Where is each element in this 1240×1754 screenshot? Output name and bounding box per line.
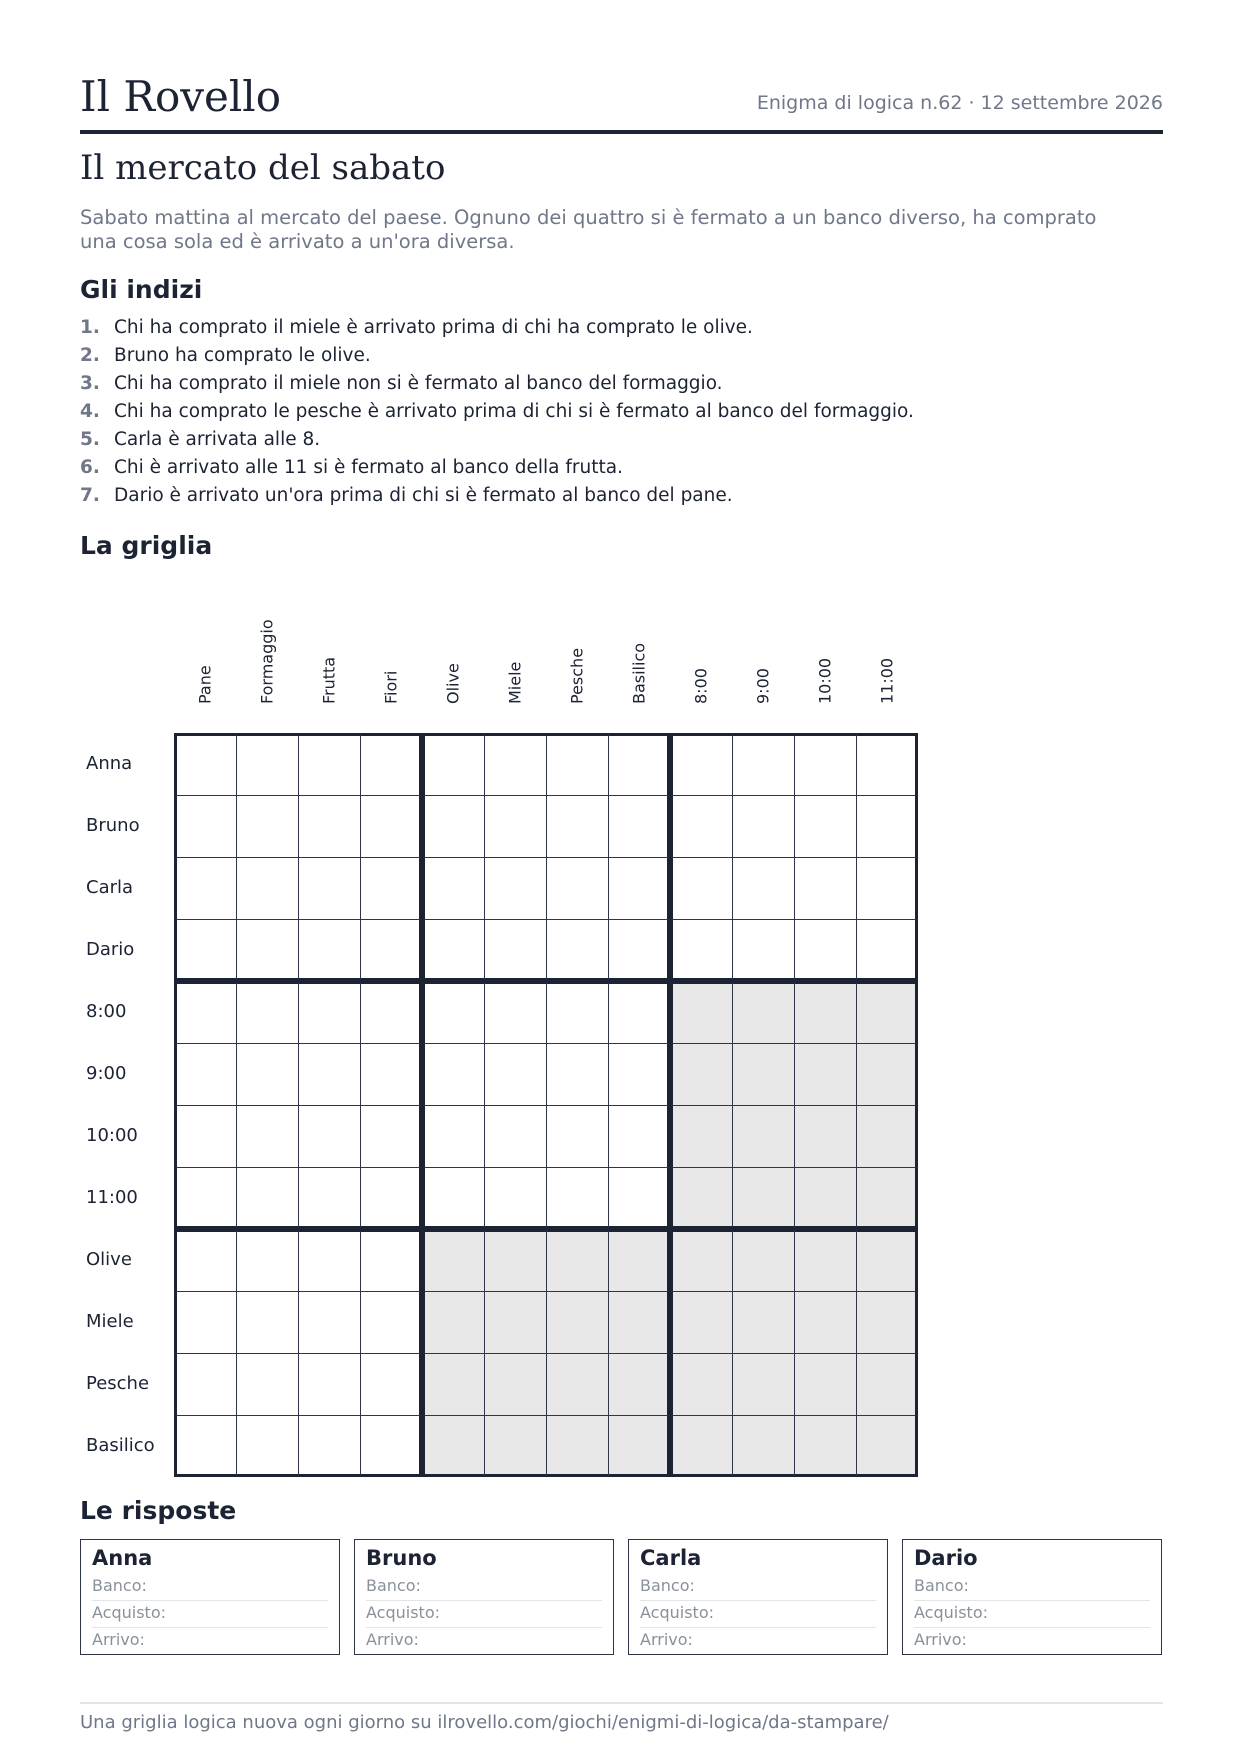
grid-cell	[670, 1229, 732, 1291]
grid-cell[interactable]	[360, 795, 422, 857]
grid-cell	[422, 1353, 484, 1415]
clue-item	[80, 370, 914, 398]
clue-item	[80, 426, 914, 454]
grid-cell	[732, 1105, 794, 1167]
grid-cell[interactable]	[856, 795, 918, 857]
clue-text: Carla è arrivata alle 8.	[114, 429, 321, 450]
clue-number: 2.	[80, 345, 100, 366]
grid-cell[interactable]	[174, 1167, 236, 1229]
grid-cell[interactable]	[608, 981, 670, 1043]
grid-cell[interactable]	[422, 919, 484, 981]
row-label: 10:00	[86, 1125, 138, 1146]
answer-card-name: Carla	[640, 1546, 702, 1570]
grid-cell	[608, 1353, 670, 1415]
grid-cell	[608, 1415, 670, 1477]
clue-number: 3.	[80, 373, 100, 394]
grid-cell	[484, 1415, 546, 1477]
grid-cell	[546, 1415, 608, 1477]
grid-cell[interactable]	[360, 919, 422, 981]
grid-cell[interactable]	[298, 981, 360, 1043]
grid-cell	[546, 1229, 608, 1291]
grid-cell	[484, 1291, 546, 1353]
grid-cell[interactable]	[236, 1229, 298, 1291]
grid-cell	[794, 1229, 856, 1291]
grid-cell[interactable]	[174, 919, 236, 981]
grid-cell	[732, 1415, 794, 1477]
grid-cell[interactable]	[174, 1229, 236, 1291]
grid-cell	[608, 1291, 670, 1353]
row-label: Carla	[86, 877, 134, 898]
column-header	[422, 629, 484, 729]
answer-field[interactable]: Arrivo:	[914, 1630, 967, 1649]
answer-card	[902, 1539, 1162, 1655]
grid-cell[interactable]	[608, 733, 670, 795]
puzzle-title: Il mercato del sabato	[80, 148, 446, 188]
row-label: 11:00	[86, 1187, 138, 1208]
grid-cell	[732, 1043, 794, 1105]
grid-cell[interactable]	[298, 1105, 360, 1167]
grid-cell[interactable]	[422, 1167, 484, 1229]
answer-card	[80, 1539, 340, 1655]
grid-cell[interactable]	[360, 1167, 422, 1229]
grid-cell	[546, 1291, 608, 1353]
grid-cell	[670, 1291, 732, 1353]
column-header	[236, 619, 298, 729]
grid-cell[interactable]	[422, 1043, 484, 1105]
answer-cards	[80, 1539, 1163, 1655]
grid-cell	[856, 1415, 918, 1477]
grid-cell	[422, 1415, 484, 1477]
grid-cell[interactable]	[546, 857, 608, 919]
grid-cell[interactable]	[298, 919, 360, 981]
answer-field[interactable]: Acquisto:	[92, 1601, 328, 1628]
grid-cell	[794, 1415, 856, 1477]
grid-cell	[484, 1229, 546, 1291]
grid-cell[interactable]	[794, 857, 856, 919]
grid-cell[interactable]	[670, 857, 732, 919]
clue-text: Chi è arrivato alle 11 si è fermato al banco della frutta.	[114, 457, 623, 478]
grid-cell	[856, 1229, 918, 1291]
clue-text: Chi ha comprato il miele è arrivato prima di chi ha comprato le olive.	[114, 317, 753, 338]
row-label: Pesche	[86, 1373, 150, 1394]
grid-cell[interactable]	[422, 857, 484, 919]
grid-cell	[856, 1105, 918, 1167]
column-header	[608, 629, 670, 729]
column-header	[856, 629, 918, 729]
grid-cell[interactable]	[298, 1353, 360, 1415]
grid-cell[interactable]	[422, 795, 484, 857]
grid-cell	[856, 1353, 918, 1415]
grid-cell[interactable]	[608, 1105, 670, 1167]
grid-cell[interactable]	[174, 1105, 236, 1167]
grid-cell	[484, 1353, 546, 1415]
clue-number: 4.	[80, 401, 100, 422]
grid-cell[interactable]	[608, 857, 670, 919]
grid-cell[interactable]	[298, 795, 360, 857]
grid-cell[interactable]	[856, 919, 918, 981]
grid-cell[interactable]	[484, 981, 546, 1043]
column-header-label: Fiori	[381, 670, 401, 704]
grid-cell[interactable]	[484, 919, 546, 981]
grid-cell	[422, 1291, 484, 1353]
grid-cell[interactable]	[236, 919, 298, 981]
answer-field[interactable]: Arrivo:	[92, 1630, 145, 1649]
clue-text: Chi ha comprato le pesche è arrivato prima di chi si è fermato al banco del formaggio.	[114, 401, 914, 422]
clue-item	[80, 454, 914, 482]
answer-field[interactable]: Arrivo:	[366, 1630, 419, 1649]
grid-cell[interactable]	[236, 1291, 298, 1353]
grid-cell[interactable]	[484, 857, 546, 919]
clue-text: Dario è arrivato un'ora prima di chi si è fermato al banco del pane.	[114, 485, 733, 506]
clue-item	[80, 342, 914, 370]
grid-cell	[732, 1291, 794, 1353]
grid-cell[interactable]	[794, 733, 856, 795]
grid-cell[interactable]	[608, 919, 670, 981]
grid-cell[interactable]	[732, 795, 794, 857]
column-header	[670, 629, 732, 729]
clue-item	[80, 398, 914, 426]
column-header	[360, 629, 422, 729]
grid-cell[interactable]	[608, 1167, 670, 1229]
masthead	[80, 70, 1163, 134]
grid-cell	[856, 1167, 918, 1229]
grid-cell[interactable]	[484, 1105, 546, 1167]
grid-heading: La griglia	[80, 531, 213, 560]
answer-card-name: Anna	[92, 1546, 153, 1570]
grid-cell[interactable]	[174, 857, 236, 919]
answer-field[interactable]: Acquisto:	[366, 1601, 602, 1628]
grid-cell[interactable]	[856, 857, 918, 919]
column-header-label: 11:00	[877, 657, 897, 704]
column-header	[484, 629, 546, 729]
grid-cell[interactable]	[546, 1105, 608, 1167]
answer-field[interactable]: Banco:	[914, 1574, 1150, 1601]
grid-cell[interactable]	[856, 733, 918, 795]
grid-cell[interactable]	[360, 1291, 422, 1353]
grid-cell[interactable]	[174, 1415, 236, 1477]
answer-field[interactable]: Banco:	[366, 1574, 602, 1601]
clue-item	[80, 482, 914, 510]
grid-cell[interactable]	[236, 1105, 298, 1167]
grid-cell	[546, 1353, 608, 1415]
grid-cell	[670, 1105, 732, 1167]
grid-cell[interactable]	[360, 1415, 422, 1477]
clue-number: 7.	[80, 485, 100, 506]
column-header-label: Formaggio	[257, 619, 277, 704]
footer: Una griglia logica nuova ogni giorno su ilrovello.com/giochi/enigmi-di-logica/da-stampare/	[80, 1702, 1163, 1733]
column-header	[732, 629, 794, 729]
grid-cell[interactable]	[360, 733, 422, 795]
grid-cell[interactable]	[236, 1043, 298, 1105]
column-header-label: Olive	[443, 663, 463, 704]
grid-cell	[794, 1291, 856, 1353]
grid-cell	[794, 1043, 856, 1105]
grid-cell[interactable]	[794, 795, 856, 857]
grid-cell	[422, 1229, 484, 1291]
grid-cell	[794, 1167, 856, 1229]
grid-cell[interactable]	[360, 1043, 422, 1105]
row-label: Dario	[86, 939, 135, 960]
answer-field[interactable]: Banco:	[640, 1574, 876, 1601]
column-header-label: Basilico	[629, 642, 649, 704]
column-header	[174, 629, 236, 729]
grid-cell[interactable]	[546, 1043, 608, 1105]
grid-cell[interactable]	[360, 857, 422, 919]
grid-cell[interactable]	[236, 981, 298, 1043]
grid-cell	[856, 981, 918, 1043]
grid-cell[interactable]	[546, 981, 608, 1043]
grid-cell[interactable]	[608, 795, 670, 857]
grid-cell[interactable]	[360, 1229, 422, 1291]
row-label: Olive	[86, 1249, 132, 1270]
answer-card	[628, 1539, 888, 1655]
answer-card-name: Bruno	[366, 1546, 437, 1570]
grid-cell[interactable]	[546, 919, 608, 981]
grid-cell	[670, 1353, 732, 1415]
grid-cell[interactable]	[174, 733, 236, 795]
column-header	[546, 629, 608, 729]
clue-list	[80, 314, 914, 510]
grid-cell	[856, 1043, 918, 1105]
column-header-label: 8:00	[691, 668, 711, 704]
grid-cell	[732, 1353, 794, 1415]
clue-number: 1.	[80, 317, 100, 338]
grid-cell	[732, 981, 794, 1043]
grid-cell[interactable]	[546, 795, 608, 857]
column-header-label: Frutta	[319, 656, 339, 704]
grid-cell[interactable]	[484, 1043, 546, 1105]
grid-cell[interactable]	[422, 1105, 484, 1167]
grid-cell[interactable]	[732, 919, 794, 981]
answer-field[interactable]: Arrivo:	[640, 1630, 693, 1649]
grid-cell[interactable]	[236, 1167, 298, 1229]
grid-cell[interactable]	[174, 1353, 236, 1415]
answer-card	[354, 1539, 614, 1655]
grid-cell[interactable]	[422, 733, 484, 795]
grid-cell	[856, 1291, 918, 1353]
column-header-label: Pesche	[567, 647, 587, 704]
row-label: 9:00	[86, 1063, 127, 1084]
grid-cell	[670, 1415, 732, 1477]
grid-cell[interactable]	[546, 1167, 608, 1229]
column-header-label: Pane	[195, 665, 215, 704]
grid-cell[interactable]	[298, 1043, 360, 1105]
grid-cell[interactable]	[732, 733, 794, 795]
row-label: Bruno	[86, 815, 140, 836]
grid-cell	[670, 1043, 732, 1105]
grid-cell	[794, 981, 856, 1043]
grid-cell[interactable]	[174, 1291, 236, 1353]
grid-cell[interactable]	[174, 795, 236, 857]
clue-text: Bruno ha comprato le olive.	[114, 345, 371, 366]
grid-cell	[670, 981, 732, 1043]
clues-heading: Gli indizi	[80, 275, 203, 304]
column-header-label: Miele	[505, 661, 525, 704]
grid-cell[interactable]	[298, 1291, 360, 1353]
grid-cell[interactable]	[236, 857, 298, 919]
grid-cell	[732, 1229, 794, 1291]
grid-cell[interactable]	[670, 919, 732, 981]
grid-cell	[732, 1167, 794, 1229]
row-label: Anna	[86, 753, 133, 774]
column-header	[298, 629, 360, 729]
issue-info: Enigma di logica n.62 · 12 settembre 2026	[756, 92, 1163, 114]
clue-text: Chi ha comprato il miele non si è fermato al banco del formaggio.	[114, 373, 723, 394]
answer-field[interactable]: Banco:	[92, 1574, 328, 1601]
grid-cell[interactable]	[484, 1167, 546, 1229]
clue-number: 6.	[80, 457, 100, 478]
grid-cell[interactable]	[670, 795, 732, 857]
grid-cell[interactable]	[298, 733, 360, 795]
grid-cell	[794, 1353, 856, 1415]
grid-cell[interactable]	[236, 1415, 298, 1477]
grid-cell[interactable]	[484, 795, 546, 857]
column-header-label: 10:00	[815, 657, 835, 704]
clue-number: 5.	[80, 429, 100, 450]
grid-cell[interactable]	[670, 733, 732, 795]
answers-heading: Le risposte	[80, 1496, 237, 1525]
grid-cell[interactable]	[422, 981, 484, 1043]
grid-cell[interactable]	[360, 981, 422, 1043]
grid-cell[interactable]	[546, 733, 608, 795]
grid-cell	[608, 1229, 670, 1291]
grid-cell	[670, 1167, 732, 1229]
grid-cell[interactable]	[236, 733, 298, 795]
answer-field[interactable]: Acquisto:	[640, 1601, 876, 1628]
grid-cell[interactable]	[236, 1353, 298, 1415]
grid-cell[interactable]	[484, 733, 546, 795]
answer-field[interactable]: Acquisto:	[914, 1601, 1150, 1628]
grid-cell[interactable]	[298, 1415, 360, 1477]
grid-cell[interactable]	[360, 1353, 422, 1415]
row-label: Basilico	[86, 1435, 155, 1456]
grid-cell[interactable]	[174, 1043, 236, 1105]
column-header	[794, 629, 856, 729]
row-label: 8:00	[86, 1001, 127, 1022]
brand-title: Il Rovello	[80, 72, 282, 121]
row-label: Miele	[86, 1311, 134, 1332]
puzzle-intro: Sabato mattina al mercato del paese. Ognuno dei quattro si è fermato a un banco diverso, ha comprato una cosa sola ed è arrivato a un'ora diversa.	[80, 206, 1097, 253]
column-header-label: 9:00	[753, 668, 773, 704]
grid-cell[interactable]	[236, 795, 298, 857]
grid-cell[interactable]	[298, 857, 360, 919]
clue-item	[80, 314, 914, 342]
grid-cell[interactable]	[298, 1167, 360, 1229]
grid-cell[interactable]	[732, 857, 794, 919]
grid-cell	[794, 1105, 856, 1167]
grid-cell[interactable]	[794, 919, 856, 981]
answer-card-name: Dario	[914, 1546, 978, 1570]
grid-cell[interactable]	[360, 1105, 422, 1167]
grid-cell[interactable]	[174, 981, 236, 1043]
grid-cell[interactable]	[298, 1229, 360, 1291]
grid-cell[interactable]	[608, 1043, 670, 1105]
